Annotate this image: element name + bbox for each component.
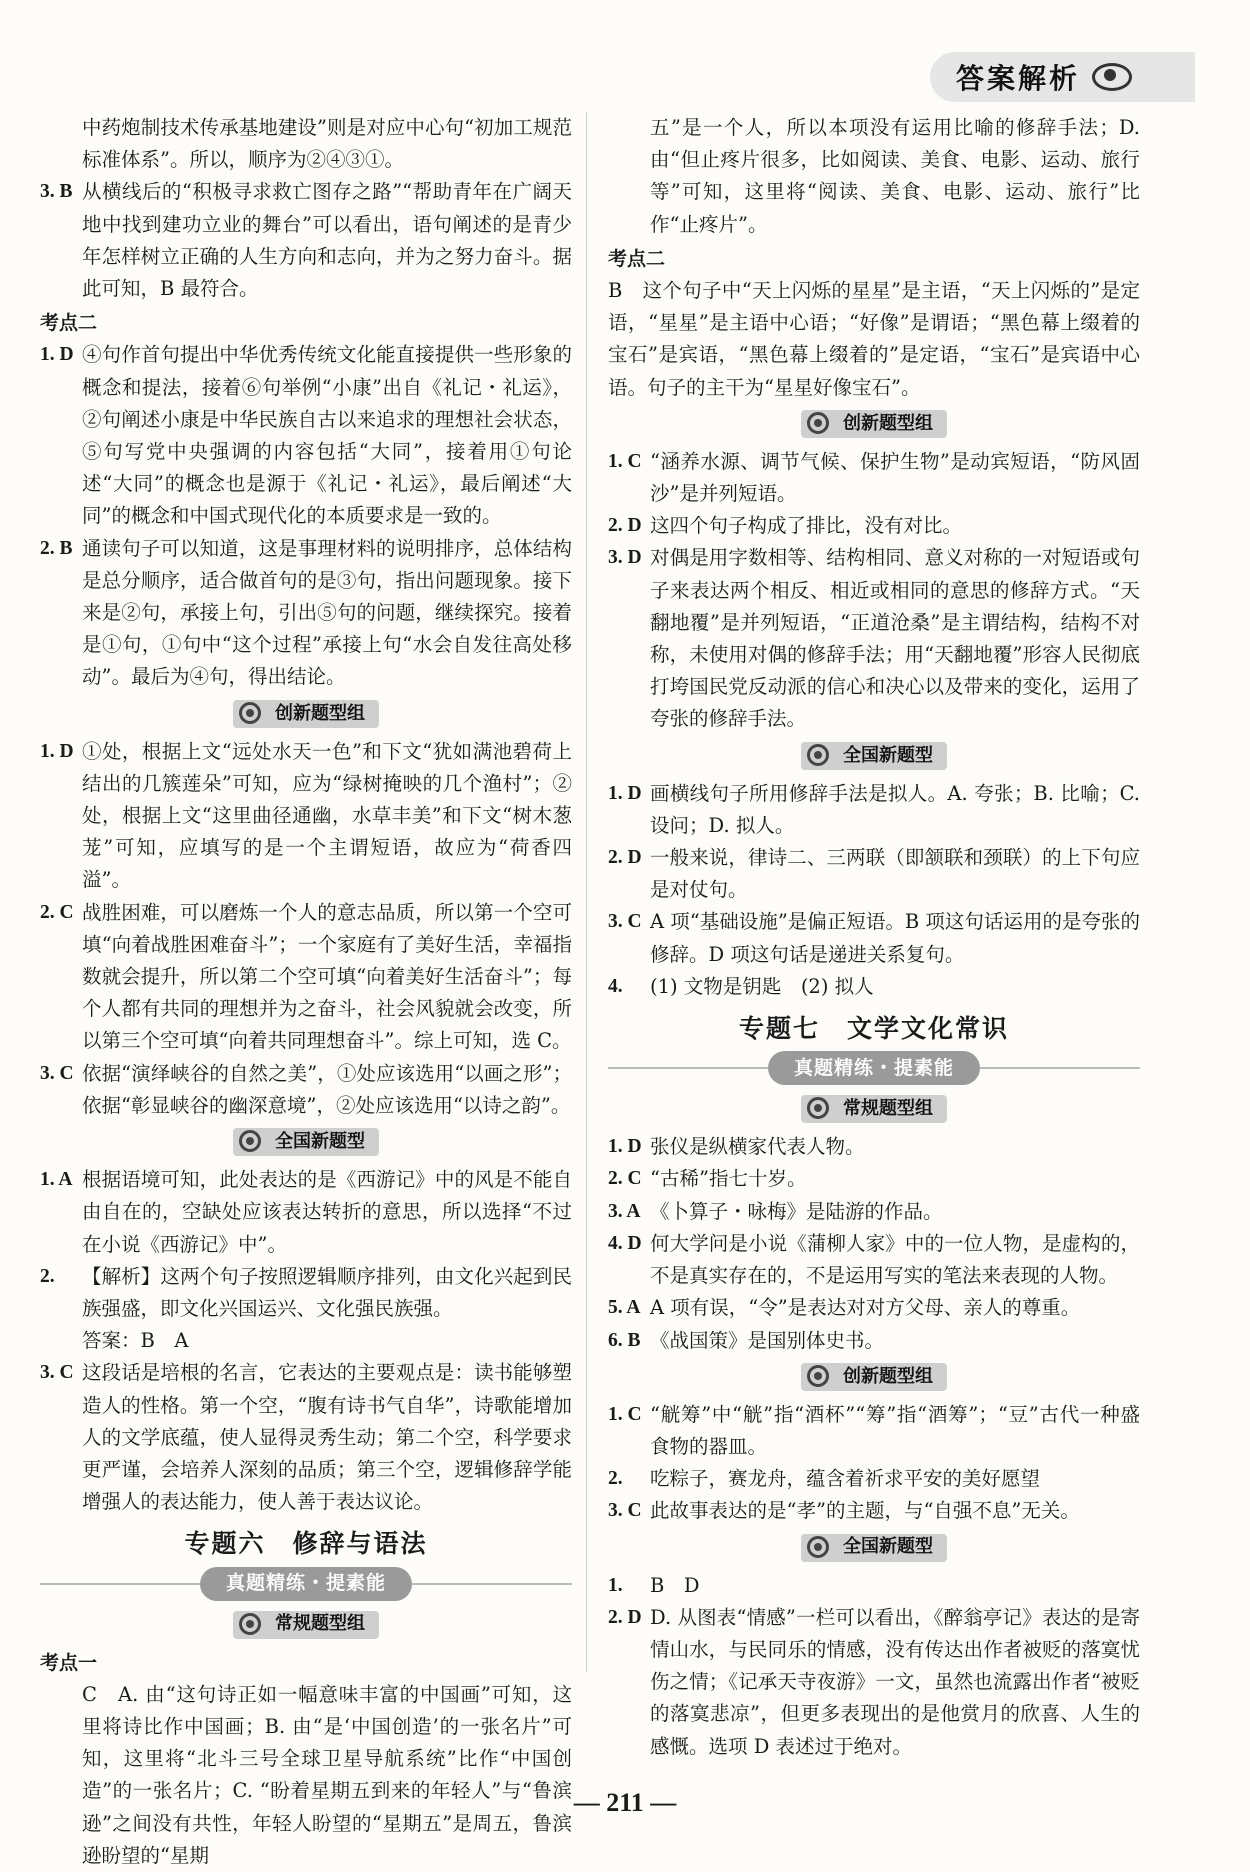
category-badge: [233, 1611, 379, 1639]
badge-label: 常规题型组: [275, 1613, 365, 1635]
answer-number: 3. A: [608, 1200, 641, 1222]
answer-number: 3. C: [608, 1500, 642, 1522]
answer-item: [608, 446, 1140, 510]
badge-label: 创新题型组: [843, 1365, 933, 1387]
answer-item: [40, 533, 572, 694]
answer-text: 《卜算子・咏梅》是陆游的作品。: [650, 1199, 943, 1223]
answer-text: 画横线句子所用修辞手法是拟人。A. 夸张；B. 比喻；C. 设问；D. 拟人。: [650, 781, 1140, 837]
answer-item: [608, 1495, 1140, 1527]
answer-item: [40, 736, 572, 897]
answer-item: [608, 906, 1140, 970]
answer-text: “涵养水源、调节气候、保护生物”是动宾短语，“防风固沙”是并列短语。: [650, 449, 1140, 506]
target-icon: [807, 744, 829, 766]
category-badge: [801, 742, 947, 770]
answer-text: 此故事表达的是“孝”的主题，与“自强不息”无关。: [650, 1499, 1080, 1523]
answer-item: [40, 897, 572, 1058]
category-badge: [801, 1534, 947, 1562]
category-badge: [233, 1128, 379, 1156]
answer-number: 2. C: [40, 901, 74, 923]
target-icon: [807, 1097, 829, 1119]
answer-number: 1. D: [40, 344, 74, 366]
answer-item: [608, 1325, 1140, 1357]
answer-text: 一般来说，律诗二、三两联（即颔联和颈联）的上下句应是对仗句。: [650, 846, 1140, 902]
badge-label: 常规题型组: [843, 1098, 933, 1120]
answer-text: 这四个句子构成了排比，没有对比。: [650, 514, 963, 538]
answer-line: 答案：B A: [82, 1329, 189, 1353]
answer-text: B 这个句子中“天上闪烁的星星”是主语，“天上闪烁的”是定语，“星星”是主语中心语；“好像”是谓语；“黑色幕上缀着的宝石”是宾语，“黑色幕上缀着的”是定语，“宝石”是宾语中心语。句子的主干为“星星好像宝石”。: [608, 279, 1140, 399]
answer-text: 何大学问是小说《蒲柳人家》中的一位人物，是虚构的，不是真实存在的，不是运用写实的笔法来表现的人物。: [650, 1231, 1140, 1288]
answer-item: [608, 1131, 1140, 1163]
answer-text: ①处，根据上文“远处水天一色”和下文“犹如满池碧荷上结出的几簇莲朵”可知，应为“绿树掩映的几个渔村”；②处，根据上文“这里曲径通幽，水草丰美”和下文“树木葱茏”可知，应填写的是一个主谓短语，故应为“荷香四溢”。: [82, 739, 572, 892]
section-label: 考点二: [608, 247, 666, 270]
answer-text: 战胜困难，可以磨炼一个人的意志品质，所以第一个空可填“向着战胜困难奋斗”；一个家庭有了美好生活，幸福指数就会提升，所以第二个空可填“向着美好生活奋斗”；每个人都有共同的理想并为之奋斗，社会风貌就会改变，所以第三个空可填“向着共同理想奋斗”。综上可知，选 C。: [82, 900, 572, 1053]
answer-item: [40, 1357, 572, 1518]
answer-item: [608, 1163, 1140, 1195]
answer-number: 3. C: [608, 911, 642, 933]
answer-text: 根据语境可知，此处表达的是《西游记》中的风是不能自由自在的，空缺处应该表达转折的意思，所以选择“不过在小说《西游记》中”。: [82, 1168, 572, 1256]
answer-text: 通读句子可以知道，这是事理材料的说明排序，总体结构是总分顺序，适合做首句的是③句，指出问题现象。接下来是②句，承接上句，引出⑤句的问题，继续探究。接着是①句，①句中“这个过程”承接上句“水会自发往高处移动”。最后为④句，得出结论。: [82, 536, 572, 689]
answer-item: [40, 1261, 572, 1325]
target-icon: [807, 1365, 829, 1387]
badge-label: 全国新题型: [843, 1536, 933, 1558]
target-icon: [807, 412, 829, 434]
answer-text: 对偶是用字数相等、结构相同、意义对称的一对短语或句子来表达两个相反、相近或相同的意思的修辞方式。“天翻地覆”是并列短语，“正道沧桑”是主谓结构，结构不对称，未使用对偶的修辞手法；用“天翻地覆”形容人民彻底打垮国民党反动派的信心和决心以及带来的变化，运用了夸张的修辞手法。: [650, 546, 1140, 731]
category-badge: [233, 700, 379, 728]
answer-text: 吃粽子，赛龙舟，蕴含着祈求平安的美好愿望: [650, 1467, 1041, 1491]
target-icon: [239, 1130, 261, 1152]
answer-number: 3. D: [608, 547, 642, 569]
answer-text: 从横线后的“积极寻求救亡图存之路”“帮助青年在广阔天地中找到建功立业的舞台”可以看出，语句阐述的是青少年怎样树立正确的人生方向和志向，并为之努力奋斗。据此可知，B 最符合。: [82, 180, 572, 301]
continued-text: 五”是一个人，所以本项没有运用比喻的修辞手法；D. 由“但止疼片很多，比如阅读、美食、电影、运动、旅行等”可知，这里将“阅读、美食、电影、运动、旅行”比作“止疼片”。: [650, 116, 1140, 236]
answer-text: 这段话是培根的名言，它表达的主要观点是：读书能够塑造人的性格。第一个空，“腹有诗书气自华”，诗歌能增加人的文学底蕴，使人显得灵秀生动；第二个空，科学要求更严谨，会培养人深刻的品质；第三个空，逻辑修辞学能增强人的表达能力，使人善于表达议论。: [82, 1361, 572, 1514]
answer-item: [608, 510, 1140, 542]
column-divider: [586, 112, 587, 1672]
category-badge: [801, 1095, 947, 1123]
answer-item: [608, 1602, 1140, 1763]
right-column: [608, 112, 1140, 1763]
answer-number: 1. D: [608, 782, 642, 804]
left-column: [40, 112, 572, 1872]
answer-number: 4.: [608, 975, 623, 997]
answer-text: (1) 文物是钥匙 (2) 拟人: [650, 974, 874, 998]
answer-text: 张仪是纵横家代表人物。: [650, 1135, 865, 1159]
answer-number: 2.: [40, 1265, 55, 1287]
answer-item: [40, 339, 572, 532]
answer-number: 1. C: [608, 450, 642, 472]
answer-text: ④句作首句提出中华优秀传统文化能直接提供一些形象的概念和提法，接着⑥句举例“小康”出自《礼记・礼运》，②句阐述小康是中华民族自古以来追求的理想社会状态，⑤句写党中央强调的内容包括“大同”，接着用①句论述“大同”的概念也是源于《礼记・礼运》，最后阐述“大同”的概念和中国式现代化的本质要求是一致的。: [82, 343, 572, 528]
answer-number: 4. D: [608, 1232, 642, 1254]
answer-text: “古稀”指七十岁。: [650, 1167, 807, 1191]
target-icon: [239, 702, 261, 724]
answer-item: [608, 971, 1140, 1003]
answer-item: [608, 842, 1140, 906]
eye-icon: [1092, 63, 1132, 91]
answer-number: 5. A: [608, 1297, 641, 1319]
answer-number: 1.: [608, 1574, 623, 1596]
section-banner: 真题精练・提素能: [200, 1567, 412, 1601]
answer-item: [40, 176, 572, 305]
answer-item: [608, 1399, 1140, 1463]
section-label: 考点一: [40, 1651, 98, 1674]
answer-text: D. 从图表“情感”一栏可以看出，《醉翁亭记》表达的是寄情山水，与民同乐的情感，没有传达出作者被贬的落寞忧伤之情；《记承天寺夜游》一文，虽然也流露出作者“被贬的落寞悲凉”，但更多表现出的是他赏月的欣喜、人生的感慨。选项 D 表述过于绝对。: [650, 1605, 1140, 1758]
answer-text: “觥筹”中“觥”指“酒杯”“筹”指“酒筹”；“豆”古代一种盛食物的器皿。: [650, 1402, 1140, 1458]
answer-text: C A. 由“这句诗正如一幅意味丰富的中国画”可知，这里将诗比作中国画；B. 由“是‘中国创造’的一张名片”可知，这里将“北斗三号全球卫星导航系统”比作“中国创造”的一张名片；C. “盼着星期五到来的年轻人”与“鲁滨逊”之间没有共性，年轻人盼望的“星期五”是周五，鲁滨逊盼望的“星期: [82, 1682, 572, 1867]
answer-text: A 项“基础设施”是偏正短语。B 项这句话运用的是夸张的修辞。D 项这句话是递进关系复句。: [650, 910, 1140, 966]
category-badge: [801, 410, 947, 438]
answer-item: [608, 778, 1140, 842]
answer-number: 2. D: [608, 1606, 642, 1628]
header-title: 答案解析: [956, 62, 1081, 95]
badge-label: 全国新题型: [843, 744, 933, 766]
answer-number: 1. A: [40, 1169, 73, 1191]
answer-number: 2.: [608, 1468, 623, 1490]
section-label: 考点二: [40, 312, 98, 335]
answer-number: 2. C: [608, 1168, 642, 1190]
answer-item: [608, 1570, 1140, 1602]
badge-label: 创新题型组: [843, 412, 933, 434]
badge-label: 创新题型组: [275, 702, 365, 724]
target-icon: [807, 1536, 829, 1558]
answer-text: 【解析】这两个句子按照逻辑顺序排列，由文化兴起到民族强盛，即文化兴国运兴、文化强民族强。: [82, 1264, 572, 1320]
answer-text: B D: [650, 1573, 700, 1597]
answer-text: 《战国策》是国别体史书。: [650, 1328, 885, 1352]
answer-text: A 项有误，“令”是表达对对方父母、亲人的尊重。: [650, 1296, 1081, 1320]
answer-item: [608, 1196, 1140, 1228]
answer-number: 1. C: [608, 1403, 642, 1425]
answer-number: 2. D: [608, 515, 642, 537]
answer-item: [608, 1292, 1140, 1324]
page-number: — 211 —: [573, 1788, 677, 1817]
answer-item: [608, 1228, 1140, 1292]
answer-item: [40, 1058, 572, 1122]
answer-number: 3. B: [40, 181, 73, 203]
answer-number: 1. D: [40, 740, 74, 762]
topic-title: 专题七 文学文化常识: [738, 1014, 1009, 1044]
continued-text: 中药炮制技术传承基地建设”则是对应中心句“初加工规范标准体系”。所以，顺序为②④③①。: [82, 116, 572, 172]
answer-number: 1. D: [608, 1136, 642, 1158]
answer-item: [608, 542, 1140, 735]
section-banner: 真题精练・提素能: [768, 1051, 980, 1085]
target-icon: [239, 1613, 261, 1635]
answer-item: [40, 1164, 572, 1261]
section-header: [930, 52, 1195, 102]
answer-number: 6. B: [608, 1329, 641, 1351]
answer-number: 3. C: [40, 1362, 74, 1384]
answer-text: 依据“演绎峡谷的自然之美”，①处应该选用“以画之形”；依据“彰显峡谷的幽深意境”，②处应该选用“以诗之韵”。: [82, 1061, 572, 1117]
answer-number: 2. D: [608, 847, 642, 869]
topic-title: 专题六 修辞与语法: [184, 1529, 428, 1559]
answer-item: [608, 1463, 1140, 1495]
answer-number: 3. C: [40, 1062, 74, 1084]
badge-label: 全国新题型: [275, 1131, 365, 1152]
category-badge: [801, 1363, 947, 1391]
answer-number: 2. B: [40, 537, 73, 559]
